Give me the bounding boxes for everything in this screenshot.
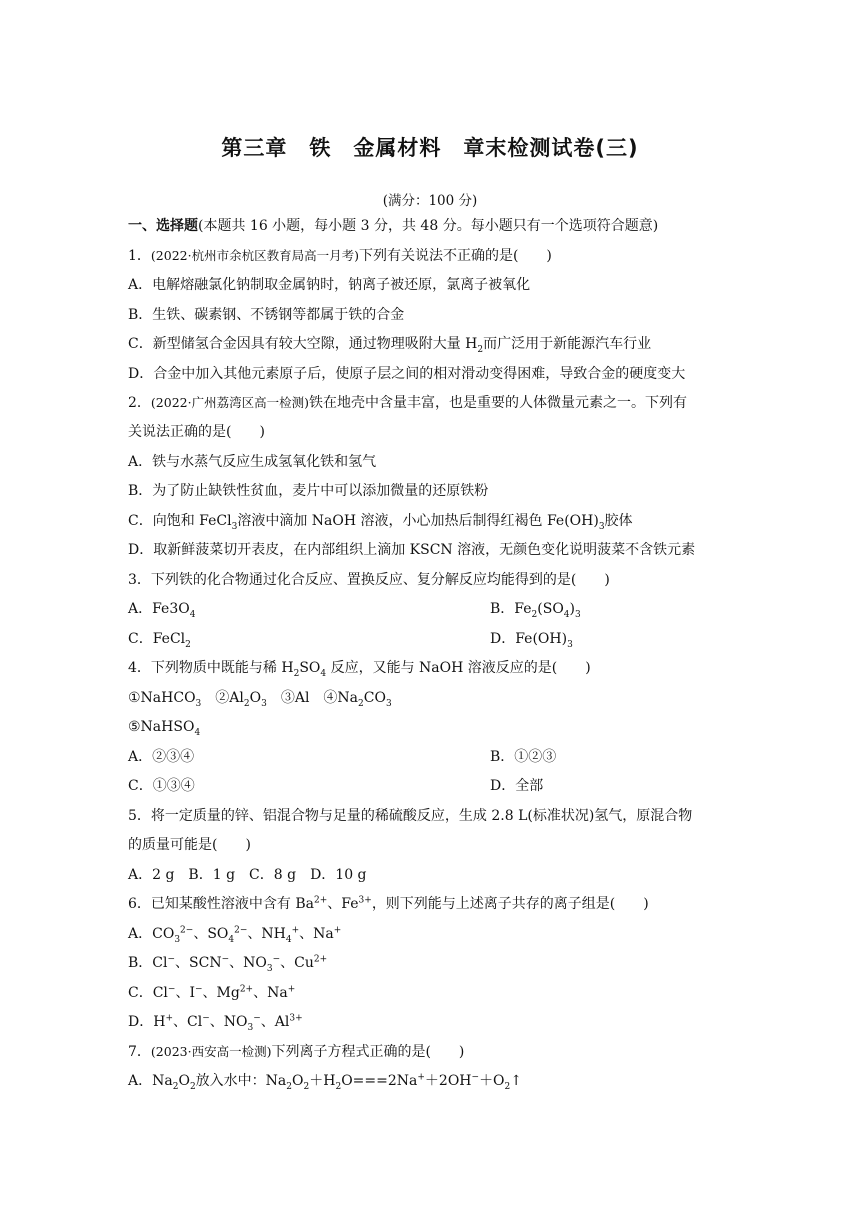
question-4-options-ab	[128, 747, 557, 767]
question-3-options-cd	[128, 629, 573, 650]
question-4-option-c: C．①③④	[128, 778, 195, 794]
question-1-option-c: C．新型储氢合金因具有较大空隙，通过物理吸附大量 $H_2$而广泛用于新能源汽车行业	[128, 336, 652, 355]
question-2-option-d: D．取新鲜菠菜切开表皮，在内部组织上滴加 KSCN 溶液，无颜色变化说明菠菜不含铁元素	[128, 542, 696, 558]
score-note: (满分：100 分)	[382, 193, 478, 209]
question-4-stem: 4．下列物质中既能与稀 $H_2SO_4$ 反应，又能与 NaOH 溶液反应的是( )	[128, 660, 591, 679]
question-5-stem: 5．将一定质量的锌、铝混合物与足量的稀硫酸反应，生成 2.8 L(标准状况)氢气，原混合物	[128, 808, 693, 824]
question-4-option-b: B．①②③	[490, 749, 557, 765]
question-2-option-a: A．铁与水蒸气反应生成氢氧化铁和氢气	[128, 454, 377, 470]
question-6-stem: 6．已知某酸性溶液中含有 $Ba^{2+}$、$Fe^{3+}$，则下列能与上述离子共存的离子组是( )	[128, 895, 649, 912]
section-heading: 一、选择题	[128, 218, 198, 234]
page-title: 第三章 铁 金属材料 章末检测试卷(三)	[221, 136, 639, 160]
question-source: (2022·杭州市余杭区教育局高一月考)	[150, 248, 359, 263]
question-2-option-b: B．为了防止缺铁性贫血，麦片中可以添加微量的还原铁粉	[128, 483, 489, 499]
question-4-item-5: ⑤NaHSO$_4$	[128, 719, 201, 738]
question-6-option-c: C．Cl−、I−、$Mg^{2+}$、Na+	[128, 984, 296, 1001]
section-heading-line	[128, 216, 658, 236]
question-4-option-a: A．②③④	[128, 749, 195, 765]
question-4-option-d: D．全部	[490, 778, 544, 794]
question-2-stem-cont: 关说法正确的是( )	[128, 424, 265, 440]
question-5-options: A．2 g B．1 g C．8 g D．10 g	[128, 867, 367, 883]
question-6-option-b: B．Cl−、SCN−、$NO_3^-$、$Cu^{2+}$	[128, 954, 328, 974]
question-4-items: ①NaHCO$_3$ $②Al_2O_3$ ③Al $④Na_2CO_3$	[128, 690, 392, 709]
question-3-option-b: B．$Fe_2(SO_4)_3$	[490, 601, 581, 620]
question-4-options-cd	[128, 776, 544, 796]
question-7-stem: 7．(2023·西安高一检测)下列离子方程式正确的是( )	[128, 1044, 465, 1060]
question-3-stem: 3．下列铁的化合物通过化合反应、置换反应、复分解反应均能得到的是( )	[128, 572, 610, 588]
question-3-option-a: A．$Fe3O_4$	[128, 601, 196, 620]
question-source: (2023·西安高一检测)	[150, 1044, 272, 1059]
question-1-option-b: B．生铁、碳素钢、不锈钢等都属于铁的合金	[128, 307, 405, 323]
question-6-option-a: A．$CO_3^{2-}$、$SO_4^{2-}$、$NH_4^+$、Na+	[128, 925, 342, 945]
question-7-option-a: A．$Na_2O_2$放入水中：$Na_2O_2+H_2O===2Na^++2OH^-+O_2↑$	[128, 1072, 523, 1092]
question-2-option-c: C．向饱和 FeCl$_3$溶液中滴加 NaOH 溶液，小心加热后制得红褐色 $Fe(OH)_3$胶体	[128, 513, 633, 532]
question-1-stem: 1．(2022·杭州市余杭区教育局高一月考)下列有关说法不正确的是( )	[128, 248, 552, 264]
question-3-options-ab	[128, 599, 581, 620]
question-6-option-d: D．H+、Cl−、$NO_3^-$、$Al^{3+}$	[128, 1013, 303, 1033]
question-1-option-a: A．电解熔融氯化钠制取金属钠时，钠离子被还原，氯离子被氧化	[128, 277, 531, 293]
question-1-option-d: D．合金中加入其他元素原子后，使原子层之间的相对滑动变得困难，导致合金的硬度变大	[128, 366, 686, 382]
question-source: (2022·广州荔湾区高一检测)	[150, 395, 309, 410]
question-3-option-d: D．$Fe(OH)_3$	[490, 631, 573, 650]
question-3-option-c: C．FeCl$_2$	[128, 631, 191, 650]
section-note: (本题共 16 小题，每小题 3 分，共 48 分。每小题只有一个选项符合题意)	[198, 218, 659, 234]
question-2-stem: 2．(2022·广州荔湾区高一检测)铁在地壳中含量丰富，也是重要的人体微量元素之一。下列有	[128, 395, 687, 411]
question-5-stem-cont: 的质量可能是( )	[128, 837, 251, 853]
